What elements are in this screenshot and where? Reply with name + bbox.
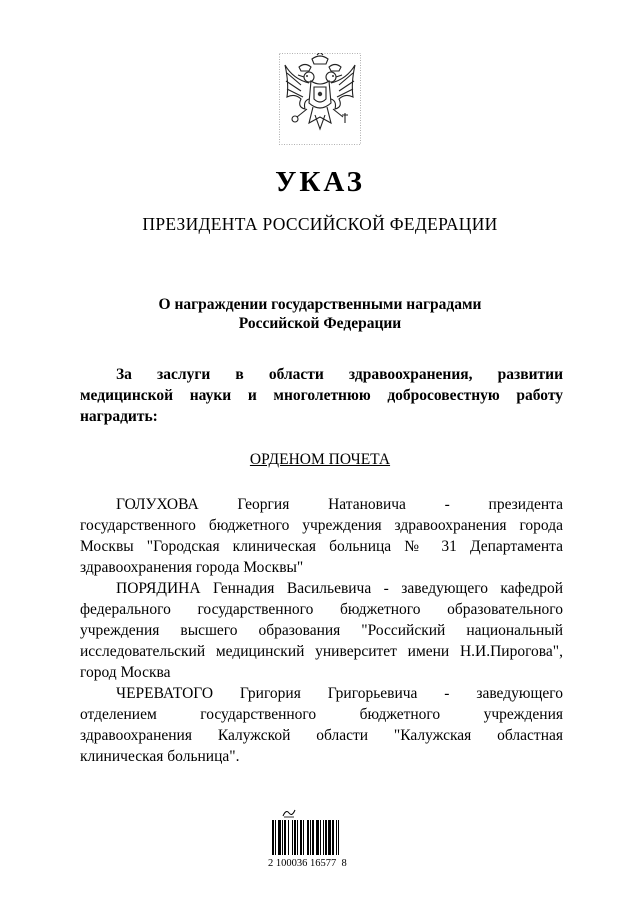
awardee-line: ГОЛУХОВА Георгия Натановича - президента (116, 496, 563, 513)
decree-heading (0, 295, 640, 333)
order-title: ОРДЕНОМ ПОЧЕТА (249, 451, 391, 468)
awardee-line: федерального государственного бюджетного образовательного (80, 601, 563, 618)
awardee-entry (80, 683, 563, 767)
barcode-block (262, 808, 372, 878)
preamble-line: За заслуги в области здравоохранения, развитии (116, 366, 563, 383)
awardee-list (80, 494, 563, 767)
awardee-line: клиническая больница". (80, 748, 240, 765)
awardee-line: ЧЕРЕВАТОГО Григория Григорьевича - заведующего (116, 685, 563, 702)
awardee-line: город Москва (80, 664, 171, 681)
heading-line: Российской Федерации (238, 315, 402, 332)
awardee-entry (80, 578, 563, 683)
awardee-entry (80, 494, 563, 578)
barcode-digits: 2 100036 16577 8 (268, 858, 347, 869)
decree-title: УКАЗ (275, 166, 365, 198)
awardee-line: учреждения высшего образования "Российский национальный (80, 622, 563, 639)
awardee-line: ПОРЯДИНА Геннадия Васильевича - заведующего кафедрой (116, 580, 563, 597)
barcode-mark-icon (282, 808, 296, 818)
awardee-line: Москвы "Городская клиническая больница № 31 Департамента (80, 538, 563, 555)
heading-line: О награждении государственными наградами (158, 296, 482, 313)
decree-subtitle: ПРЕЗИДЕНТА РОССИЙСКОЙ ФЕДЕРАЦИИ (142, 214, 498, 234)
awardee-line: государственного бюджетного учреждения здравоохранения города (80, 517, 563, 534)
awardee-line: отделением государственного бюджетного учреждения (80, 706, 563, 723)
preamble-paragraph (80, 364, 563, 427)
preamble-line: медицинской науки и многолетнюю добросовестную работу (80, 387, 563, 404)
coat-of-arms-emblem (279, 53, 361, 145)
preamble-line: наградить: (80, 408, 158, 425)
awardee-line: здравоохранения Калужской области "Калужская областная (80, 727, 563, 744)
awardee-line: исследовательский медицинский университет имени Н.И.Пирогова", (80, 643, 563, 660)
barcode-icon (272, 820, 370, 855)
awardee-line: здравоохранения города Москвы" (80, 559, 304, 576)
